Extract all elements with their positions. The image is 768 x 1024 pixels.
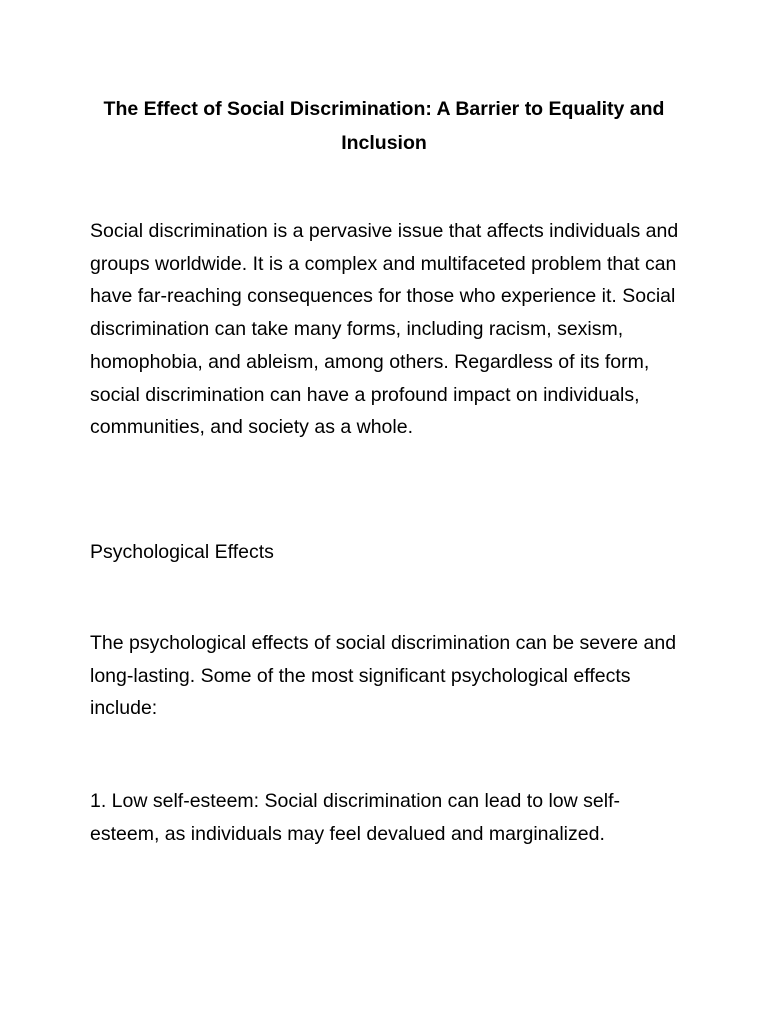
- document-title: The Effect of Social Discrimination: A Barrier to Equality and Inclusion: [103, 98, 665, 154]
- section-heading: Psychological Effects: [90, 541, 274, 563]
- intro-paragraph: Social discrimination is a pervasive issue that affects individuals and groups worldwide. It is a complex and multifaceted problem that can have far-reaching consequences for those who experience it. Social discrimination can take many forms, including racism, sexism, homophobia, and ableism, among others. Regardless of its form, social discrimination can have a profound impact on individuals, communities, and society as a whole.: [90, 220, 679, 439]
- list-item: 1. Low self-esteem: Social discrimination can lead to low self-esteem, as individuals may feel devalued and marginalized.: [90, 790, 620, 845]
- section-intro-paragraph: The psychological effects of social discrimination can be severe and long-lasting. Some of the most significant psychological effects include:: [90, 632, 677, 720]
